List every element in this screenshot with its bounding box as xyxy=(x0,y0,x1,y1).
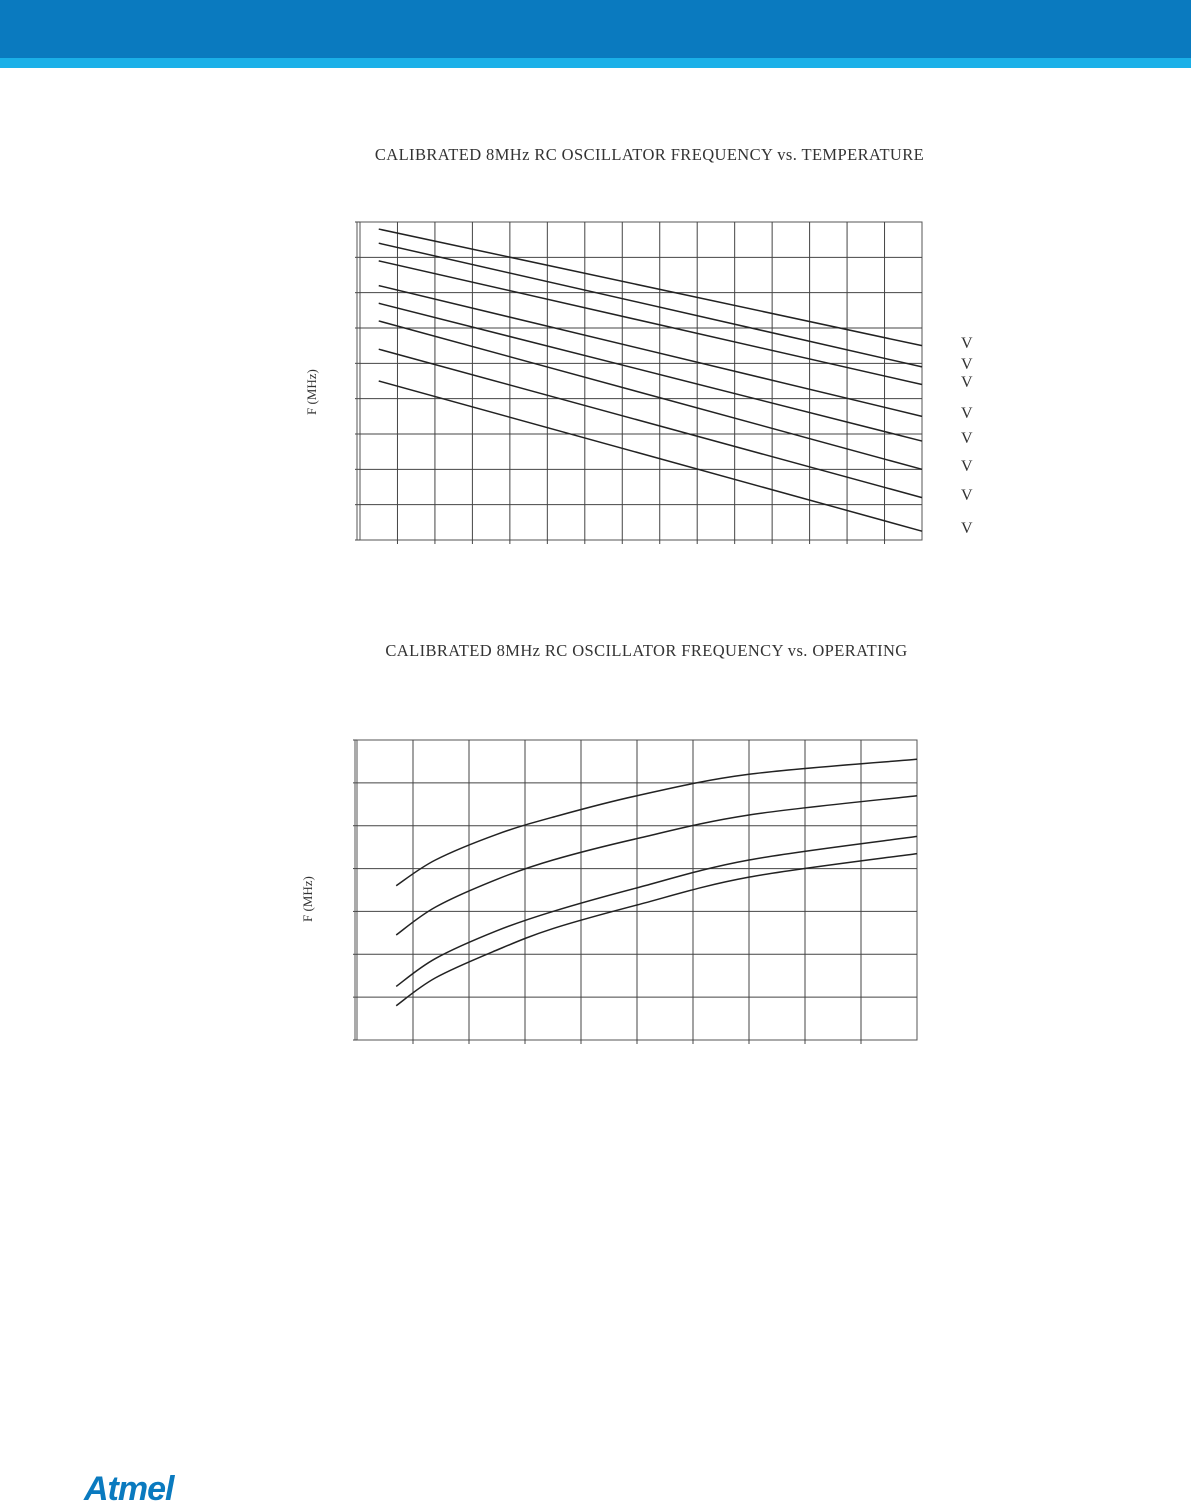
series-label-5: V xyxy=(961,430,973,448)
series-label-7: V xyxy=(961,486,973,504)
chart-2-ylabel: F (MHz) xyxy=(300,876,315,922)
series-label-6: V xyxy=(961,458,973,476)
series-label-2: V xyxy=(961,355,973,373)
series-label-1: V xyxy=(961,334,973,352)
atmel-logo: Atmel xyxy=(84,1470,174,1508)
chart-2-series-line-4 xyxy=(396,854,917,1006)
chart-1-ylabel: F (MHz) xyxy=(304,369,319,415)
series-label-8: V xyxy=(961,520,973,538)
series-label-4: V xyxy=(961,405,973,423)
chart-2-series xyxy=(396,759,917,1005)
chart-2-series-line-2 xyxy=(396,796,917,935)
chart-2-title: CALIBRATED 8MHz RC OSCILLATOR FREQUENCY vs. OPERATING xyxy=(385,641,908,660)
chart-1-title: CALIBRATED 8MHz RC OSCILLATOR FREQUENCY vs. TEMPERATURE xyxy=(374,145,925,164)
chart-2-series-line-1 xyxy=(396,759,917,885)
chart-2-grid xyxy=(353,740,917,1044)
series-label-3: V xyxy=(961,373,973,391)
